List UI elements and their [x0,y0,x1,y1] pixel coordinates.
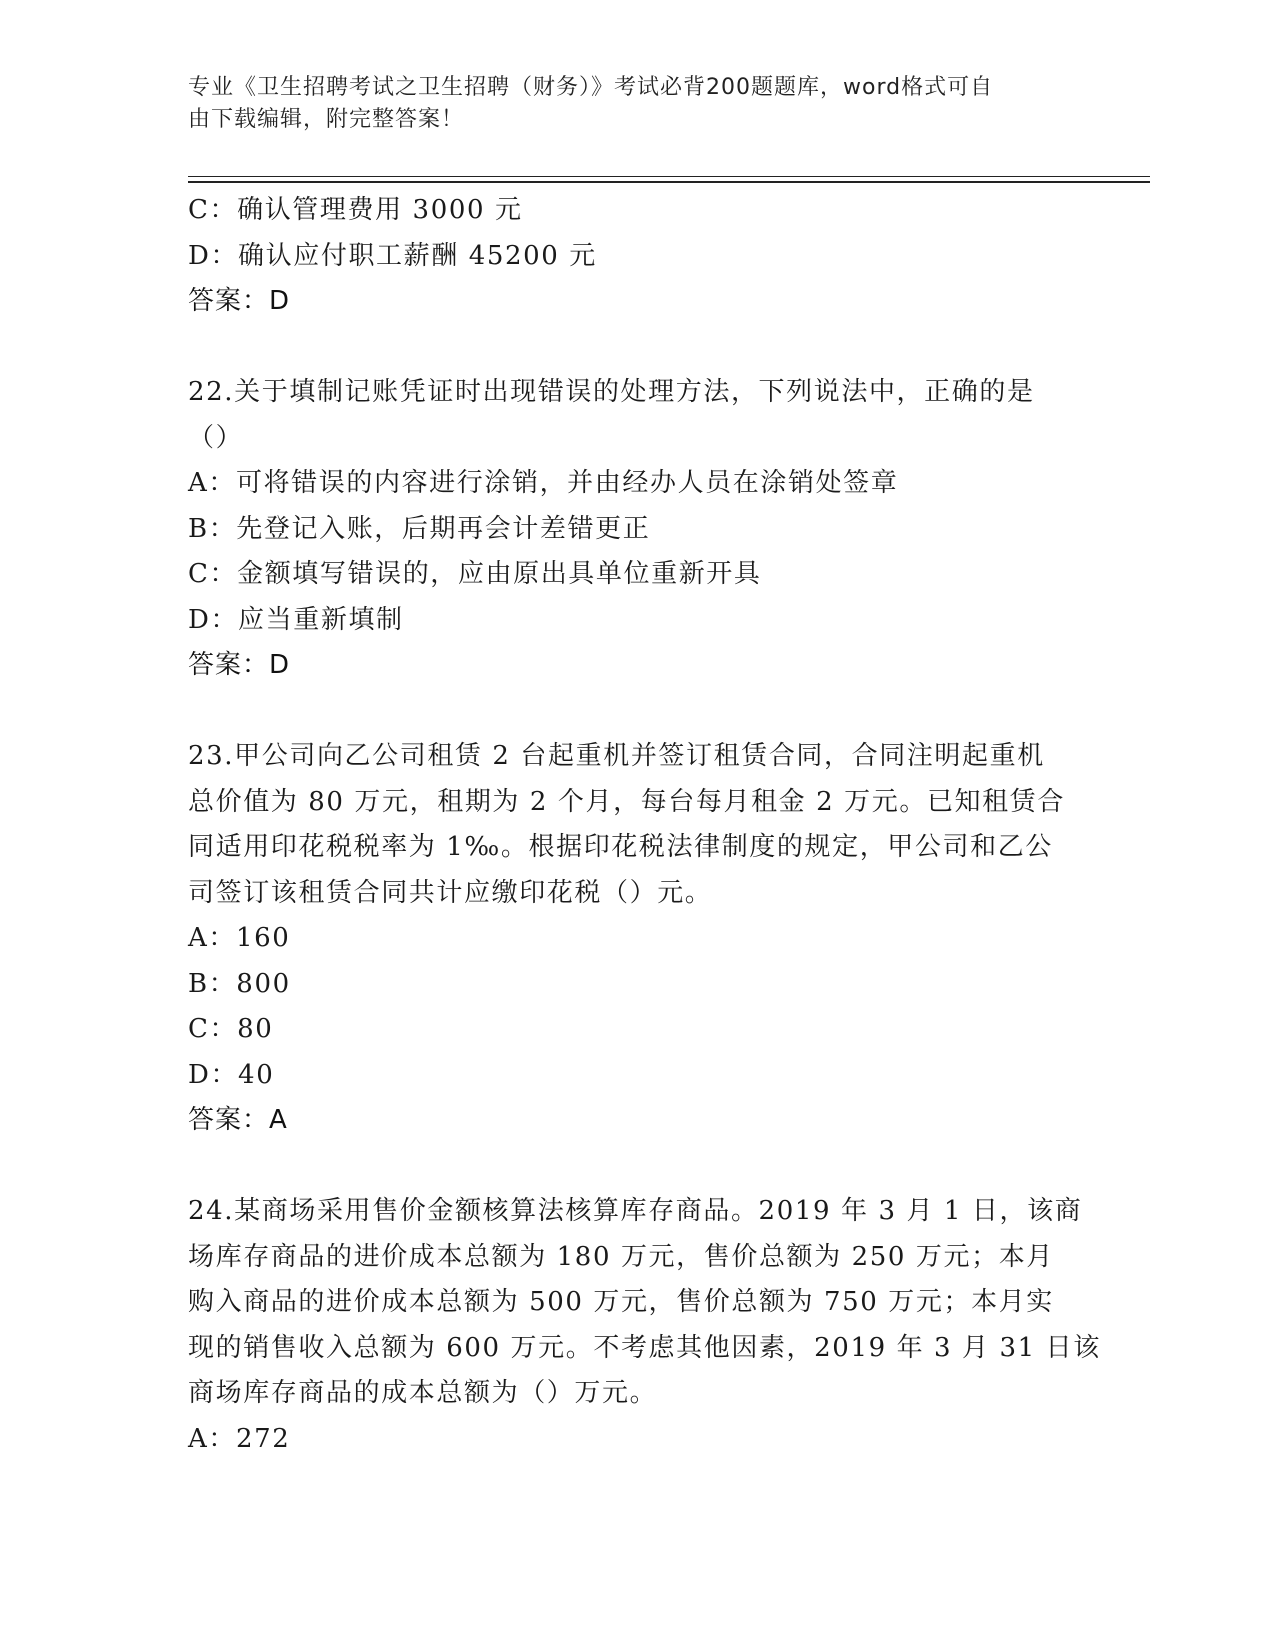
header-title-line-2: 由下载编辑，附完整答案！ [188,107,465,132]
question-text-line: 购入商品的进价成本总额为 500 万元，售价总额为 750 万元；本月实 [188,1287,1054,1317]
option-b: B：800 [188,968,291,999]
question-text-line: 现的销售收入总额为 600 万元。不考虑其他因素，2019 年 3 月 31 日该 [188,1332,1101,1363]
question-text-line: 同适用印花税税率为 1‰。根据印花税法律制度的规定，甲公司和乙公 [188,832,1053,862]
spacer [188,689,1088,735]
page-header [188,72,1068,136]
answer-line: 答案：A [188,1105,288,1135]
question-text-line: 商场库存商品的成本总额为（）万元。 [188,1378,658,1408]
option-c: C：确认管理费用 3000 元 [188,195,523,225]
question-text-line: 总价值为 80 万元，租期为 2 个月，每台每月租金 2 万元。已知租赁合 [188,786,1065,817]
spacer [188,325,1088,371]
question-list [188,188,1101,1462]
option-c: C：金额填写错误的，应由原出具单位重新开具 [188,559,762,589]
question-22 [188,370,1088,689]
option-b: B：先登记入账，后期再会计差错更正 [188,513,651,544]
question-text-line: 22.关于填制记账凭证时出现错误的处理方法，下列说法中，正确的是 [188,377,1035,407]
option-d: D：40 [188,1059,275,1090]
question-text-line: 司签订该租赁合同共计应缴印花税（）元。 [188,877,713,908]
option-a: A：272 [188,1423,291,1454]
question-text-line: 23.甲公司向乙公司租赁 2 台起重机并签订租赁合同，合同注明起重机 [188,741,1045,771]
question-24 [188,1189,1101,1462]
option-a: A：160 [188,923,291,953]
header-divider-thick [188,181,1150,183]
option-c: C：80 [188,1014,274,1044]
option-d: D：应当重新填制 [188,604,404,635]
question-21-continuation [188,188,1088,325]
question-text-line: 24.某商场采用售价金额核算法核算库存商品。2019 年 3 月 1 日，该商 [188,1196,1083,1226]
answer-line: 答案：D [188,286,291,316]
question-text-line: （） [188,422,244,453]
header-title-line-1: 专业《卫生招聘考试之卫生招聘（财务）》考试必背200题题库，word格式可自 [188,75,994,100]
option-a: A：可将错误的内容进行涂销，并由经办人员在涂销处签章 [188,468,899,498]
spacer [188,1144,1088,1190]
question-text-line: 场库存商品的进价成本总额为 180 万元，售价总额为 250 万元；本月 [188,1241,1054,1272]
header-divider-thin [188,176,1150,177]
answer-line: 答案：D [188,650,291,680]
question-23 [188,734,1088,1144]
option-d: D：确认应付职工薪酬 45200 元 [188,240,597,271]
